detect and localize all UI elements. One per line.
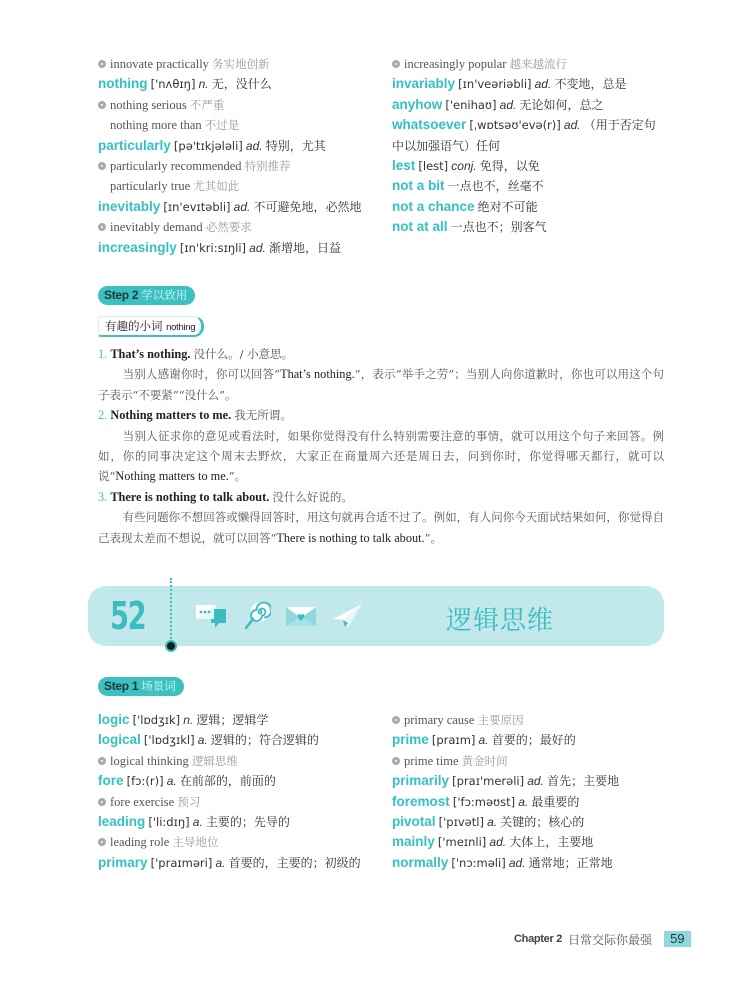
headword: prime bbox=[392, 732, 429, 748]
phrase-en: nothing more than bbox=[110, 118, 202, 133]
word-row bbox=[392, 176, 682, 196]
pin-dot bbox=[165, 640, 177, 652]
phrase-row bbox=[98, 95, 388, 115]
part-of-speech: ad. bbox=[233, 199, 251, 214]
phrase-en: particularly recommended bbox=[110, 158, 242, 173]
phrase-zh: 不过是 bbox=[204, 118, 240, 133]
phrase-zh: 逻辑思维 bbox=[191, 753, 238, 768]
usage-heading-3 bbox=[98, 487, 664, 507]
headword: fore bbox=[98, 773, 124, 789]
phonetic: [praɪm] bbox=[431, 733, 476, 748]
word-row bbox=[98, 812, 388, 832]
bullet-icon bbox=[98, 60, 106, 68]
phrase-zh: 主导地位 bbox=[172, 835, 219, 850]
phrase-en: nothing serious bbox=[110, 97, 187, 112]
part-of-speech: ad. bbox=[563, 118, 581, 133]
part-of-speech: ad. bbox=[534, 77, 552, 92]
definition: 免得，以免 bbox=[479, 158, 540, 173]
phrase-en: prime time bbox=[404, 753, 459, 768]
body-text: 你时，你觉得哪天都行，就可以说“ bbox=[98, 449, 664, 484]
vocab-column-left-2 bbox=[98, 710, 388, 873]
banner-icons bbox=[195, 600, 363, 632]
phrase-row bbox=[98, 156, 388, 176]
definition: 一点也不，丝毫不 bbox=[447, 179, 544, 194]
part-of-speech: ad. bbox=[508, 855, 526, 870]
vocab-column-right-2 bbox=[392, 710, 682, 873]
headword: pivotal bbox=[392, 813, 436, 829]
definition: 绝对不可能 bbox=[477, 199, 538, 214]
usage-translation: 我无所谓。 bbox=[234, 408, 292, 423]
headword: primary bbox=[98, 854, 148, 870]
paper-plane-icon bbox=[331, 602, 363, 630]
unit-title: 逻辑思维 bbox=[446, 606, 555, 636]
headword: logical bbox=[98, 732, 141, 748]
dotted-divider bbox=[170, 578, 172, 642]
phonetic: [lest] bbox=[418, 158, 449, 173]
phonetic: ['nɔ:məli] bbox=[451, 855, 506, 870]
usage-translation: 没什么好说的。 bbox=[272, 489, 353, 504]
vocab-column-left-1 bbox=[98, 54, 388, 258]
phrase-zh: 黄金时间 bbox=[461, 753, 508, 768]
phonetic: [ɪn'evɪtəbli] bbox=[163, 199, 231, 214]
phrase-row bbox=[98, 115, 388, 135]
unit-number: 52 bbox=[110, 594, 146, 638]
headword: anyhow bbox=[392, 96, 443, 112]
bullet-icon bbox=[98, 838, 106, 846]
definition: 逻辑的；符合逻辑的 bbox=[210, 733, 319, 748]
word-row bbox=[392, 197, 682, 217]
part-of-speech: ad. bbox=[527, 774, 544, 789]
part-of-speech: ad. bbox=[249, 240, 266, 255]
phonetic: ['lɒdʒɪkl] bbox=[143, 733, 195, 748]
definition-continuation bbox=[392, 136, 682, 156]
vocab-column-right-1 bbox=[392, 54, 682, 238]
phrase-zh: 不严重 bbox=[189, 97, 225, 112]
part-of-speech: a. bbox=[478, 733, 489, 748]
definition: 最重要的 bbox=[531, 794, 580, 809]
headword: foremost bbox=[392, 793, 450, 809]
word-row bbox=[392, 730, 682, 750]
phrase-row bbox=[98, 832, 388, 852]
headword: lest bbox=[392, 157, 416, 173]
body-text: ”。 bbox=[424, 530, 442, 545]
headword: normally bbox=[392, 854, 449, 870]
definition: 不变地，总是 bbox=[554, 77, 627, 92]
headword: nothing bbox=[98, 76, 148, 92]
definition: 首先；主要地 bbox=[547, 774, 620, 789]
usage-phrase: There is nothing to talk about. bbox=[110, 489, 270, 504]
word-row bbox=[392, 792, 682, 812]
word-row bbox=[392, 156, 682, 176]
word-row bbox=[98, 197, 388, 217]
headword: invariably bbox=[392, 76, 456, 92]
phrase-en: primary cause bbox=[404, 713, 475, 727]
body-quote: Nothing matters to me. bbox=[115, 469, 229, 484]
definition: 无，没什么 bbox=[211, 77, 272, 92]
phrase-zh: 预习 bbox=[177, 794, 201, 809]
unit-banner bbox=[88, 586, 664, 646]
phrase-row bbox=[98, 751, 388, 771]
phrase-zh: 特别推荐 bbox=[244, 158, 291, 173]
part-of-speech: a. bbox=[166, 774, 177, 789]
fun-word-tag bbox=[98, 316, 204, 337]
definition: 无论如何，总之 bbox=[519, 97, 604, 112]
word-row bbox=[98, 710, 388, 730]
phrase-row bbox=[98, 54, 388, 74]
part-of-speech: ad. bbox=[499, 97, 517, 112]
phonetic: ['fɔ:məʊst] bbox=[452, 794, 516, 809]
phonetic: [ɪn'kri:sɪŋli] bbox=[179, 240, 247, 255]
headword: not a bit bbox=[392, 178, 445, 194]
phrase-en: increasingly popular bbox=[404, 57, 507, 71]
word-row bbox=[98, 136, 388, 156]
page-number: 59 bbox=[664, 931, 690, 947]
definition: 特别，尤其 bbox=[265, 138, 326, 153]
word-row bbox=[392, 853, 682, 873]
phrase-en: logical thinking bbox=[110, 753, 189, 768]
body-text: 结果如何，你觉得自己表现太差而不想说，就可以回答“ bbox=[98, 510, 665, 545]
phonetic: ['lɒdʒɪk] bbox=[132, 713, 181, 727]
phrase-zh: 越来越流行 bbox=[509, 57, 568, 71]
definition: 一点也不；别客气 bbox=[450, 220, 547, 235]
phonetic: [ˌwɒtsəʊ'evə(r)] bbox=[469, 118, 561, 133]
phrase-row bbox=[98, 792, 388, 812]
bullet-icon bbox=[392, 716, 400, 724]
tip-label-en: nothing bbox=[166, 322, 196, 333]
step-2-badge bbox=[98, 286, 195, 305]
body-quote: There is nothing to talk about. bbox=[276, 530, 425, 545]
bullet-icon bbox=[98, 162, 106, 170]
definition: 在前部的，前面的 bbox=[179, 774, 276, 789]
step-title: 学以致用 bbox=[141, 288, 188, 302]
word-row bbox=[392, 115, 682, 135]
phrase-row bbox=[392, 54, 682, 74]
headword: logic bbox=[98, 712, 130, 727]
word-row bbox=[98, 238, 388, 258]
bullet-icon bbox=[98, 101, 106, 109]
word-row bbox=[392, 812, 682, 832]
phrase-en: leading role bbox=[110, 835, 170, 850]
body-quote: That’s nothing. bbox=[280, 367, 355, 382]
bullet-icon bbox=[98, 798, 106, 806]
headword: leading bbox=[98, 813, 146, 829]
body-text: 个句子来回答。例如，你的同事决定这个周末去野炊，大家正在商量周六还是周日去，问到 bbox=[98, 428, 665, 464]
word-row bbox=[392, 74, 682, 94]
usage-body-1 bbox=[98, 364, 664, 405]
phonetic: [ɪn'veəriəbli] bbox=[458, 77, 532, 92]
body-text: ”。 bbox=[228, 469, 247, 484]
part-of-speech: a. bbox=[487, 814, 498, 829]
body-text: 你也可以用这个句子表示“不要紧”“没什么”。 bbox=[98, 367, 664, 402]
definition: 渐增地，日益 bbox=[268, 240, 341, 255]
word-row bbox=[392, 832, 682, 852]
phonetic: [fɔ:(r)] bbox=[126, 774, 164, 789]
headword: mainly bbox=[392, 834, 435, 850]
phrase-zh: 必然要求 bbox=[205, 220, 252, 235]
bullet-icon bbox=[98, 223, 106, 231]
definition: 不可避免地，必然地 bbox=[253, 199, 362, 214]
page-footer bbox=[514, 930, 691, 948]
definition: 首要的，主要的；初级的 bbox=[228, 855, 361, 870]
phrase-row bbox=[98, 176, 388, 196]
definition: （用于否定句 bbox=[583, 118, 656, 133]
bullet-icon bbox=[392, 757, 400, 765]
phrase-row bbox=[392, 751, 682, 771]
bullet-icon bbox=[98, 757, 106, 765]
chapter-label: Chapter 2 bbox=[514, 933, 563, 945]
usage-heading-2 bbox=[98, 405, 664, 425]
phrase-zh: 尤其如此 bbox=[193, 179, 240, 194]
part-of-speech: a. bbox=[197, 733, 208, 748]
phrase-en: fore exercise bbox=[110, 794, 175, 809]
phrase-zh: 主要原因 bbox=[477, 713, 524, 727]
part-of-speech: ad. bbox=[245, 138, 263, 153]
usage-translation: 没什么。/ 小意思。 bbox=[193, 347, 294, 361]
phonetic: ['meɪnli] bbox=[437, 835, 487, 850]
headword: increasingly bbox=[98, 239, 177, 255]
usage-heading-1 bbox=[98, 344, 664, 364]
definition: 大体上，主要地 bbox=[509, 835, 594, 850]
phrase-zh: 务实地创新 bbox=[212, 57, 270, 71]
part-of-speech: conj. bbox=[451, 158, 477, 173]
phonetic: ['pɪvətl] bbox=[438, 814, 484, 829]
word-row bbox=[392, 95, 682, 115]
part-of-speech: a. bbox=[518, 794, 529, 809]
usage-body-2 bbox=[98, 426, 664, 487]
phonetic: ['nʌθɪŋ] bbox=[150, 77, 196, 92]
headword: inevitably bbox=[98, 198, 161, 214]
usage-body-3 bbox=[98, 507, 664, 548]
phonetic: [praɪ'merəli] bbox=[452, 774, 525, 789]
part-of-speech: n. bbox=[183, 713, 194, 727]
step-title: 场景词 bbox=[141, 679, 176, 693]
definition: 关键的；核心的 bbox=[500, 814, 585, 829]
word-row bbox=[98, 853, 388, 873]
usage-number: 3. bbox=[98, 489, 108, 504]
phrase-row bbox=[392, 710, 682, 730]
headword: not at all bbox=[392, 219, 448, 235]
word-row bbox=[98, 771, 388, 791]
headword: not a chance bbox=[392, 198, 475, 214]
body-text: 当别人征求你的意见或看法时，如果你觉得没有什么特别需要注意的事情，就可以用这 bbox=[122, 428, 571, 443]
definition: 通常地；正常地 bbox=[528, 855, 613, 870]
step-number: Step 2 bbox=[104, 288, 139, 302]
step-number: Step 1 bbox=[104, 679, 139, 693]
usage-number: 1. bbox=[98, 347, 108, 361]
headword: particularly bbox=[98, 137, 171, 153]
definition: 中以加强语气）任何 bbox=[392, 138, 501, 153]
bullet-icon bbox=[392, 60, 400, 68]
usage-number: 2. bbox=[98, 408, 108, 423]
usage-notes bbox=[98, 344, 664, 548]
phonetic: [pə'tɪkjələli] bbox=[173, 138, 243, 153]
lollipop-icon bbox=[243, 601, 271, 631]
tip-label-zh: 有趣的小词 bbox=[105, 319, 163, 333]
part-of-speech: a. bbox=[215, 855, 226, 870]
step-1-badge bbox=[98, 677, 184, 696]
definition: 主要的；先导的 bbox=[205, 814, 290, 829]
heart-envelope-icon bbox=[285, 604, 317, 628]
part-of-speech: ad. bbox=[489, 835, 507, 850]
part-of-speech: a. bbox=[192, 814, 203, 829]
usage-phrase: That’s nothing. bbox=[110, 347, 191, 361]
headword: primarily bbox=[392, 773, 450, 789]
chapter-title: 日常交际你最强 bbox=[568, 932, 653, 947]
word-row bbox=[392, 771, 682, 791]
phonetic: ['li:dɪŋ] bbox=[148, 814, 190, 829]
phrase-en: particularly true bbox=[110, 179, 191, 194]
definition: 首要的；最好的 bbox=[491, 733, 576, 748]
word-row bbox=[392, 217, 682, 237]
phrase-row bbox=[98, 217, 388, 237]
part-of-speech: n. bbox=[198, 77, 209, 92]
phonetic: ['enihaʊ] bbox=[445, 97, 497, 112]
usage-phrase: Nothing matters to me. bbox=[110, 408, 232, 423]
phrase-en: innovate practically bbox=[110, 57, 209, 71]
body-text: 有些问题你不想回答或懒得回答时，用这句就再合适不过了。例如，有人问你今天面试 bbox=[122, 510, 561, 525]
chat-bubble-icon bbox=[195, 602, 229, 630]
definition: 逻辑；逻辑学 bbox=[196, 713, 269, 727]
headword: whatsoever bbox=[392, 117, 467, 133]
phonetic: ['praɪməri] bbox=[150, 855, 213, 870]
word-row bbox=[98, 74, 388, 94]
body-text: ”，表示“举手之劳”；当别人向你道歉时， bbox=[354, 367, 571, 382]
phrase-en: inevitably demand bbox=[110, 220, 203, 235]
body-text: 当别人感谢你时，你可以回答“ bbox=[122, 367, 281, 382]
word-row bbox=[98, 730, 388, 750]
